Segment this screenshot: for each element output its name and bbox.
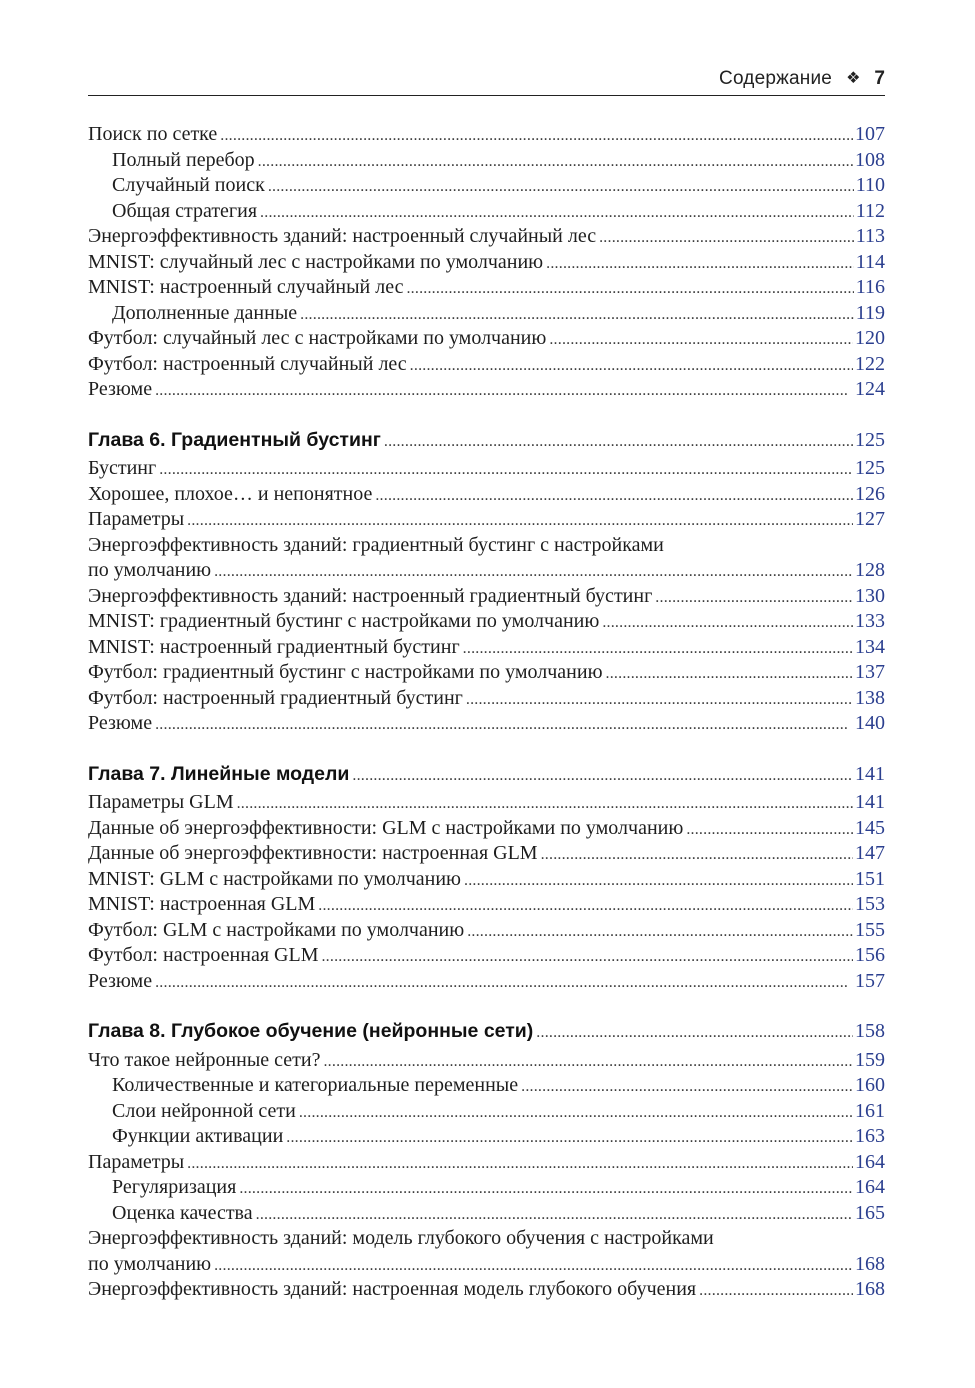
entry-page-number[interactable]: 119 [855,301,885,324]
toc-entry[interactable] [88,584,885,610]
entry-page-number[interactable]: 108 [855,148,885,171]
toc-entry[interactable] [88,867,885,893]
toc-entry[interactable] [88,1226,885,1252]
entry-page-number[interactable]: 116 [855,276,885,298]
dot-leader [155,969,853,996]
toc-entry[interactable] [88,711,885,737]
toc-entry[interactable] [88,326,885,352]
entry-title: Резюме [88,712,153,734]
toc-chapter-entry[interactable] [88,428,885,454]
entry-page-number[interactable]: 140 [855,712,885,734]
entry-title: по умолчанию [88,1252,212,1275]
entry-title: по умолчанию [88,559,212,581]
dot-leader [159,456,853,483]
entry-page-number[interactable]: 125 [855,428,885,451]
dot-leader [155,711,853,738]
dot-leader [286,1124,853,1151]
entry-title: Что такое нейронные сети? [88,1048,321,1071]
dot-leader [549,326,853,353]
dot-leader [323,1048,853,1075]
entry-page-number[interactable]: 141 [855,791,885,813]
entry-page-number[interactable]: 137 [855,661,885,683]
entry-title: Хорошее, плохое… и непонятное [88,482,373,505]
page-number: 7 [874,68,885,89]
toc-chapter-entry[interactable] [88,1019,885,1045]
toc-entry[interactable] [88,943,885,969]
chapter-title: Глава 8. Глубокое обучение (нейронные сети) [88,1020,534,1042]
toc-entry[interactable] [88,816,885,842]
toc-entry[interactable] [88,790,885,816]
entry-title: MNIST: настроенный случайный лес [88,276,404,298]
entry-title: MNIST: настроенная GLM [88,893,316,915]
toc-entry[interactable] [88,456,885,482]
dot-leader [406,275,853,302]
toc-entry[interactable] [88,1124,885,1150]
dot-leader [214,1252,853,1279]
dot-leader [606,660,853,687]
entry-page-number[interactable]: 113 [855,225,885,247]
toc-entry[interactable] [88,1048,885,1074]
entry-page-number[interactable]: 120 [855,327,885,349]
entry-title: Футбол: настроенный случайный лес [88,352,407,375]
entry-page-number[interactable]: 110 [855,174,885,196]
entry-title: Футбол: настроенный градиентный бустинг [88,686,463,709]
dot-leader [256,1201,853,1228]
entry-page-number[interactable]: 127 [855,508,885,530]
diamond-ornament-icon: ❖ [846,70,861,87]
toc-entry[interactable] [88,969,885,995]
dot-leader [214,558,853,585]
entry-title: Бустинг [88,457,157,479]
chapter-title: Глава 6. Градиентный бустинг [88,428,381,451]
entry-page-number[interactable]: 159 [855,1048,885,1071]
entry-title: Функции активации [112,1125,284,1147]
dot-leader [521,1073,853,1100]
toc-entry[interactable] [88,377,885,403]
entry-title: Данные об энергоэффективности: GLM с настройками по умолчанию [88,816,684,839]
toc-entry[interactable] [88,224,885,250]
entry-title: Количественные и категориальные переменные [112,1074,519,1096]
entry-page-number[interactable]: 122 [855,352,885,375]
entry-page-number[interactable]: 164 [855,1150,885,1173]
dot-leader [467,918,853,945]
entry-title: Энергоэффективность зданий: настроенная модель глубокого обучения [88,1278,697,1300]
toc-entry[interactable] [88,533,885,559]
dot-leader [237,790,853,817]
entry-page-number[interactable]: 138 [855,686,885,709]
chapter-title: Глава 7. Линейные модели [88,762,350,785]
dot-leader [352,762,853,789]
entry-title: Параметры [88,1150,185,1173]
toc-entry[interactable] [88,635,885,661]
dot-leader [299,1099,853,1126]
toc-entry[interactable] [88,918,885,944]
entry-title: Резюме [88,378,153,400]
dot-leader [321,943,853,970]
entry-title: Дополненные данные [112,301,298,324]
dot-leader [239,1175,853,1202]
entry-page-number[interactable]: 125 [855,457,885,479]
toc-entry[interactable] [88,686,885,712]
entry-page-number[interactable]: 128 [855,559,885,581]
toc-entry[interactable] [88,352,885,378]
entry-title: MNIST: настроенный градиентный бустинг [88,635,460,658]
entry-page-number[interactable]: 165 [855,1201,885,1224]
entry-page-number[interactable]: 156 [855,944,885,966]
running-header [88,64,885,96]
dot-leader [187,1150,853,1177]
entry-title: Поиск по сетке [88,123,218,145]
entry-title: Общая стратегия [112,199,258,222]
dot-leader [155,377,853,404]
header-right [719,68,885,90]
entry-title: Данные об энергоэффективности: настроенная GLM [88,842,538,864]
toc-entry[interactable] [88,482,885,508]
entry-page-number[interactable]: 141 [855,762,885,785]
entry-page-number[interactable]: 147 [855,842,885,864]
toc-entry[interactable] [88,250,885,276]
header-title: Содержание [719,68,833,89]
dot-leader [464,867,853,894]
entry-title: Футбол: градиентный бустинг с настройками по умолчанию [88,661,603,683]
dot-leader [686,816,853,843]
entry-page-number[interactable]: 112 [855,199,885,222]
entry-page-number[interactable]: 151 [855,867,885,890]
toc-entry[interactable] [88,660,885,686]
toc-entry[interactable] [88,301,885,327]
toc-chapter-entry[interactable] [88,762,885,788]
dot-leader [220,122,853,149]
dot-leader [260,199,854,226]
entry-title: MNIST: градиентный бустинг с настройками по умолчанию [88,610,600,632]
dot-leader [546,250,854,277]
entry-page-number[interactable]: 124 [855,378,885,400]
dot-leader [466,686,853,713]
entry-page-number[interactable]: 158 [855,1020,885,1042]
toc-entry[interactable] [88,841,885,867]
entry-page-number[interactable]: 161 [855,1099,885,1122]
toc-entry[interactable] [88,122,885,148]
entry-title: Оценка качества [112,1201,253,1224]
toc-entry[interactable] [88,558,885,584]
table-of-contents [88,122,885,1303]
toc-entry[interactable] [88,199,885,225]
toc-entry[interactable] [88,1277,885,1303]
entry-page-number[interactable]: 126 [855,482,885,505]
dot-leader [258,148,853,175]
entry-page-number[interactable]: 153 [855,893,885,915]
entry-title: Регуляризация [112,1176,237,1198]
dot-leader [300,301,854,328]
entry-page-number[interactable]: 107 [855,123,885,145]
toc-entry[interactable] [88,1175,885,1201]
dot-leader [536,1019,853,1046]
entry-title: Резюме [88,969,153,992]
entry-page-number[interactable]: 133 [855,610,885,632]
dot-leader [410,352,853,379]
entry-page-number[interactable]: 114 [855,250,885,273]
entry-page-number[interactable]: 145 [855,816,885,839]
dot-leader [655,584,853,611]
entry-page-number[interactable]: 160 [855,1074,885,1096]
toc-entry[interactable] [88,1252,885,1278]
entry-title: Параметры GLM [88,791,234,813]
toc-entry[interactable] [88,173,885,199]
dot-leader [541,841,853,868]
dot-leader [375,482,853,509]
entry-title: Футбол: GLM с настройками по умолчанию [88,918,465,941]
toc-entry[interactable] [88,507,885,533]
dot-leader [384,428,853,455]
entry-title: MNIST: GLM с настройками по умолчанию [88,867,461,890]
entry-title: Энергоэффективность зданий: градиентный бустинг с настройками [88,533,664,556]
entry-page-number[interactable]: 164 [855,1176,885,1198]
entry-title: Полный перебор [112,148,255,171]
dot-leader [699,1277,853,1304]
dot-leader [463,635,853,662]
entry-page-number[interactable]: 155 [855,918,885,941]
entry-title: MNIST: случайный лес с настройками по умолчанию [88,250,544,273]
dot-leader [187,507,853,534]
entry-title: Футбол: случайный лес с настройками по умолчанию [88,327,547,349]
dot-leader [268,173,854,200]
dot-leader [599,224,854,251]
toc-entry[interactable] [88,148,885,174]
entry-title: Параметры [88,508,185,530]
toc-entry[interactable] [88,1099,885,1125]
toc-entry[interactable] [88,1073,885,1099]
entry-title: Энергоэффективность зданий: настроенный случайный лес [88,225,597,247]
toc-entry[interactable] [88,1201,885,1227]
entry-page-number[interactable]: 130 [855,584,885,607]
dot-leader [318,892,853,919]
entry-page-number[interactable]: 157 [855,969,885,992]
entry-page-number[interactable]: 168 [855,1252,885,1275]
entry-page-number[interactable]: 163 [855,1125,885,1147]
entry-title: Футбол: настроенная GLM [88,944,319,966]
toc-entry[interactable] [88,609,885,635]
entry-page-number[interactable]: 134 [855,635,885,658]
entry-title: Слои нейронной сети [112,1099,296,1122]
dot-leader [602,609,853,636]
entry-title: Случайный поиск [112,174,265,196]
toc-entry[interactable] [88,1150,885,1176]
toc-entry[interactable] [88,275,885,301]
entry-title: Энергоэффективность зданий: настроенный градиентный бустинг [88,584,653,607]
entry-page-number[interactable]: 168 [855,1278,885,1300]
entry-title: Энергоэффективность зданий: модель глубокого обучения с настройками [88,1227,714,1249]
toc-entry[interactable] [88,892,885,918]
